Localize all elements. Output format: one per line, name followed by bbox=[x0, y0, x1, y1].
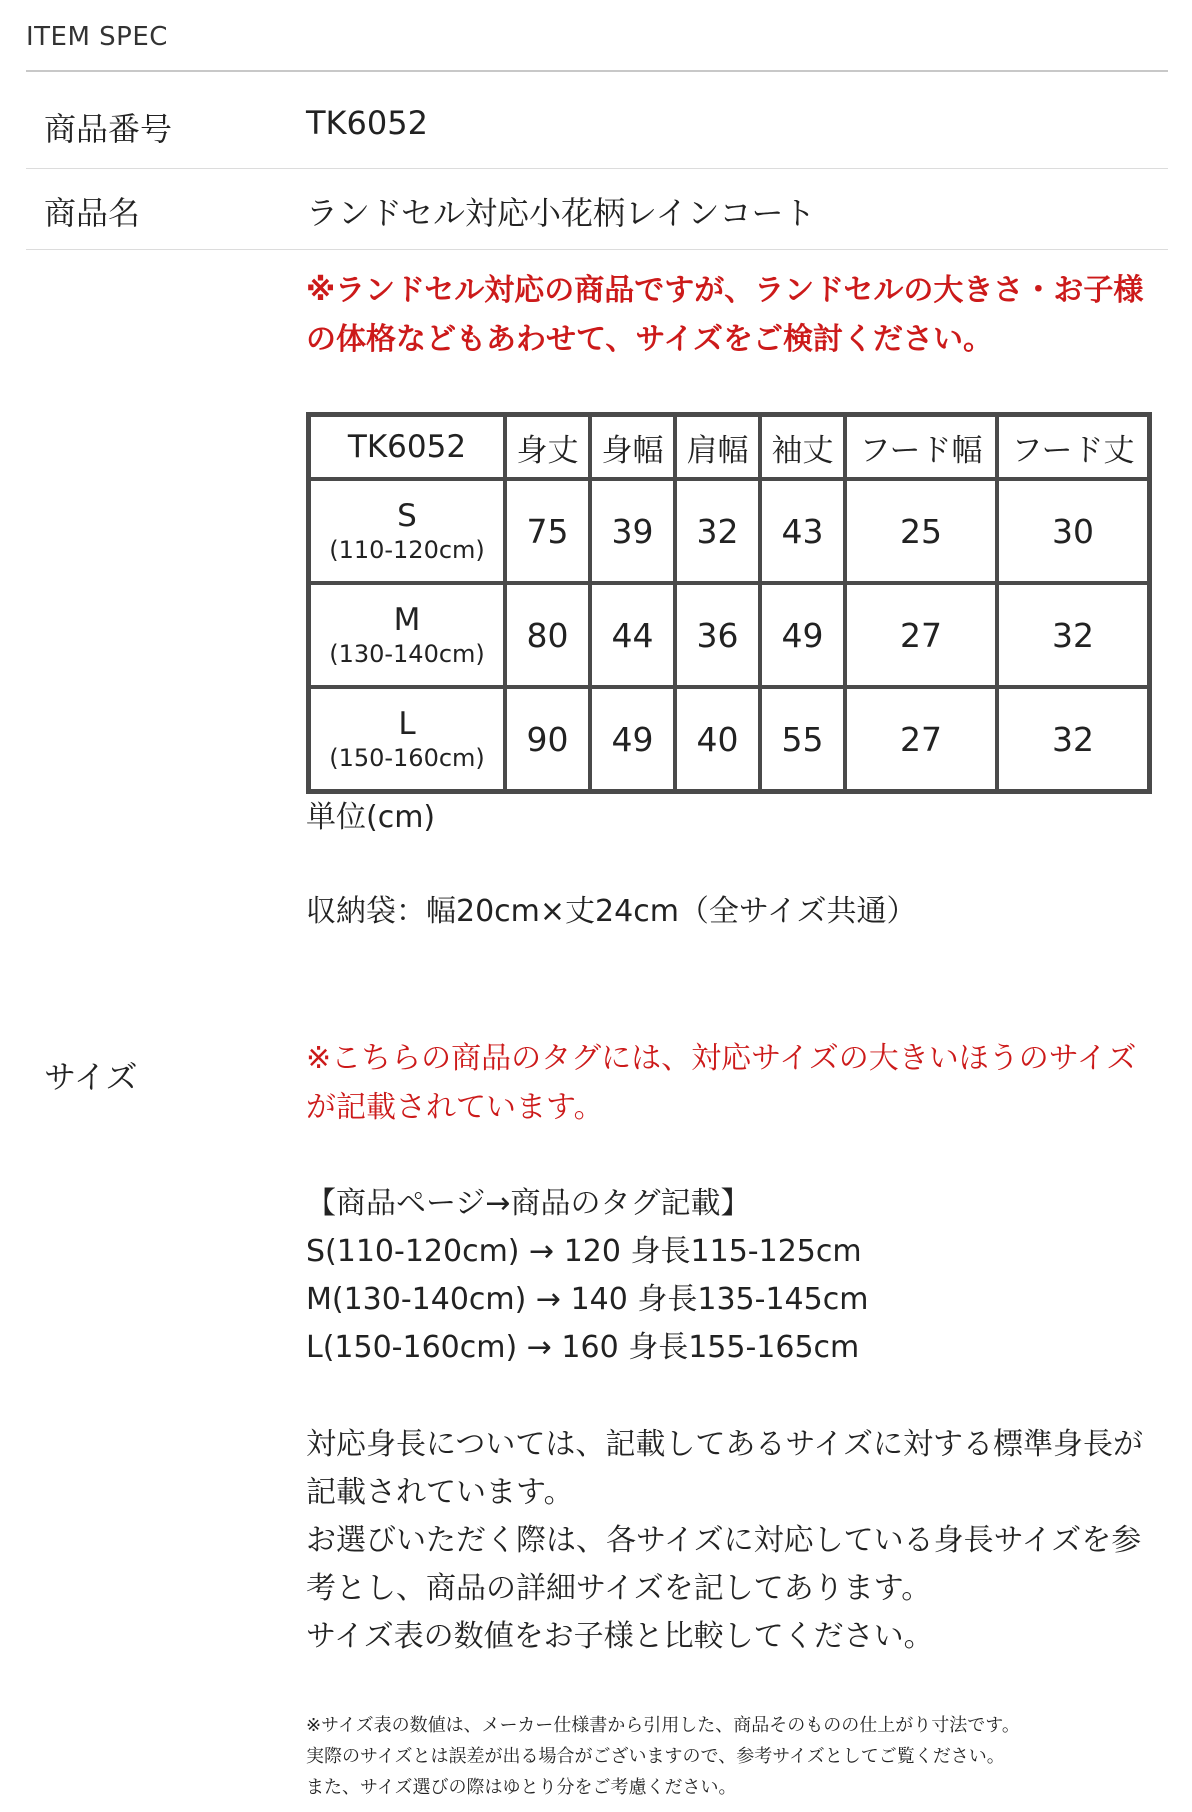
table-cell: 32 bbox=[997, 583, 1149, 687]
item-number-label: 商品番号 bbox=[44, 110, 173, 148]
table-row bbox=[309, 583, 1149, 687]
table-header-cell: フード幅 bbox=[845, 415, 997, 479]
tag-mapping-line: S(110-120cm) → 120 身長115-125cm bbox=[306, 1234, 862, 1269]
item-number-value: TK6052 bbox=[306, 104, 428, 142]
table-header-cell: フード丈 bbox=[997, 415, 1149, 479]
row-divider bbox=[26, 249, 1168, 250]
table-cell: 40 bbox=[675, 687, 760, 791]
row-divider bbox=[26, 168, 1168, 169]
footnote: ※サイズ表の数値は、メーカー仕様書から引用した、商品そのものの仕上がり寸法です。 bbox=[306, 1715, 1020, 1736]
size-letter: S bbox=[397, 497, 417, 534]
table-header-cell: TK6052 bbox=[309, 415, 505, 479]
table-cell: 90 bbox=[505, 687, 590, 791]
size-letter: L bbox=[398, 705, 416, 742]
footnote: 実際のサイズとは誤差が出る場合がございますので、参考サイズとしてご覧ください。 bbox=[306, 1746, 1005, 1767]
size-cell bbox=[309, 583, 505, 687]
tag-mapping-line: L(150-160cm) → 160 身長155-165cm bbox=[306, 1330, 860, 1365]
table-cell: 43 bbox=[760, 479, 845, 583]
table-header-cell: 身丈 bbox=[505, 415, 590, 479]
table-cell: 36 bbox=[675, 583, 760, 687]
size-cell bbox=[309, 687, 505, 791]
height-explanation: お選びいただく際は、各サイズに対応している身長サイズを参考とし、商品の詳細サイズを記してあります。 bbox=[306, 1523, 1142, 1606]
table-cell: 27 bbox=[845, 687, 997, 791]
table-row bbox=[309, 687, 1149, 791]
height-explanation: 対応身長については、記載してあるサイズに対する標準身長が記載されています。 bbox=[306, 1427, 1143, 1510]
title-divider bbox=[26, 70, 1168, 72]
table-cell: 30 bbox=[997, 479, 1149, 583]
table-cell: 25 bbox=[845, 479, 997, 583]
unit-note: 単位(cm) bbox=[306, 800, 436, 835]
size-table bbox=[306, 412, 1152, 794]
table-header-cell: 袖丈 bbox=[760, 415, 845, 479]
table-cell: 49 bbox=[590, 687, 675, 791]
table-cell: 32 bbox=[997, 687, 1149, 791]
footnote: また、サイズ選びの際はゆとり分をご考慮ください。 bbox=[306, 1777, 737, 1798]
table-cell: 75 bbox=[505, 479, 590, 583]
pouch-note: 収納袋：幅20cm×丈24cm（全サイズ共通） bbox=[306, 894, 917, 929]
item-name-label: 商品名 bbox=[44, 194, 141, 232]
size-range: (130-140cm) bbox=[329, 640, 485, 669]
table-header-cell: 肩幅 bbox=[675, 415, 760, 479]
tag-mapping-line: M(130-140cm) → 140 身長135-145cm bbox=[306, 1282, 869, 1317]
size-cell bbox=[309, 479, 505, 583]
table-cell: 32 bbox=[675, 479, 760, 583]
spec-notice: ※ランドセル対応の商品ですが、ランドセルの大きさ・お子様の体格などもあわせて、サイズをご検討ください。 bbox=[306, 273, 1144, 357]
section-title: ITEM SPEC bbox=[26, 22, 168, 52]
table-row bbox=[309, 479, 1149, 583]
tag-mapping-heading: 【商品ページ→商品のタグ記載】 bbox=[306, 1186, 751, 1221]
table-cell: 49 bbox=[760, 583, 845, 687]
table-cell: 27 bbox=[845, 583, 997, 687]
item-name-value: ランドセル対応小花柄レインコート bbox=[306, 194, 816, 232]
height-explanation: サイズ表の数値をお子様と比較してください。 bbox=[306, 1619, 934, 1654]
size-label: サイズ bbox=[44, 1058, 138, 1096]
table-cell: 39 bbox=[590, 479, 675, 583]
size-range: (110-120cm) bbox=[329, 536, 485, 565]
tag-notice: ※こちらの商品のタグには、対応サイズの大きいほうのサイズが記載されています。 bbox=[306, 1041, 1137, 1125]
table-cell: 80 bbox=[505, 583, 590, 687]
size-letter: M bbox=[393, 601, 421, 638]
size-range: (150-160cm) bbox=[329, 744, 485, 773]
table-cell: 44 bbox=[590, 583, 675, 687]
table-header-row bbox=[309, 415, 1149, 479]
table-cell: 55 bbox=[760, 687, 845, 791]
table-header-cell: 身幅 bbox=[590, 415, 675, 479]
